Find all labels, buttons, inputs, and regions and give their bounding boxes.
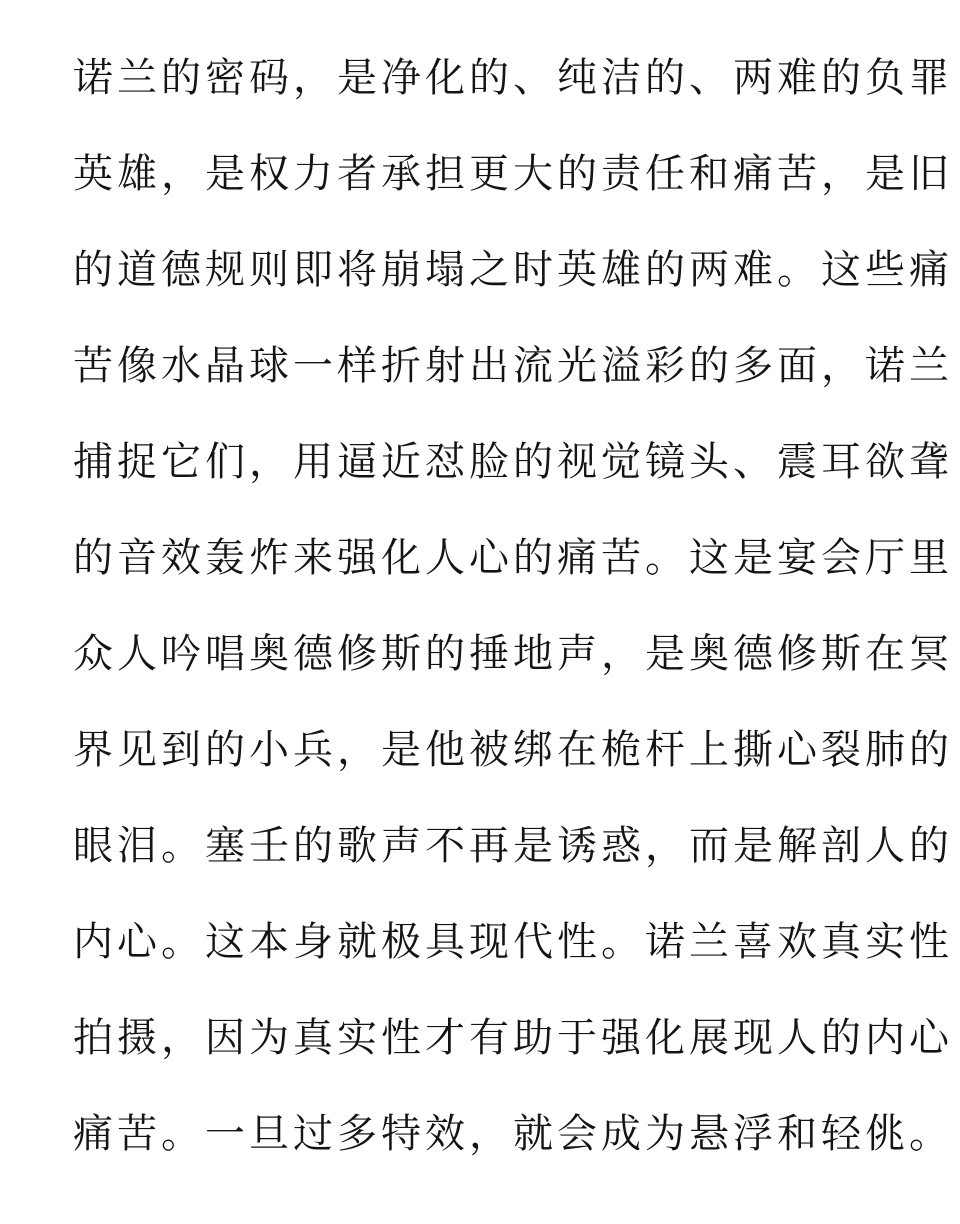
text-line-3: 的道德规则即将崩塌之时英雄的两难。这些痛 <box>73 247 953 293</box>
text-line-12: 痛苦。一旦过多特效，就会成为悬浮和轻佻。 <box>73 1111 953 1157</box>
text-line-5: 捕捉它们，用逼近怼脸的视觉镜头、震耳欲聋 <box>73 439 953 485</box>
text-line-9: 眼泪。塞壬的歌声不再是诱惑，而是解剖人的 <box>73 823 953 869</box>
text-line-4: 苦像水晶球一样折射出流光溢彩的多面，诺兰 <box>73 343 953 389</box>
text-line-11: 拍摄，因为真实性才有助于强化展现人的内心 <box>73 1015 953 1061</box>
text-line-6: 的音效轰炸来强化人心的痛苦。这是宴会厅里 <box>73 535 953 581</box>
text-line-10: 内心。这本身就极具现代性。诺兰喜欢真实性 <box>73 919 953 965</box>
text-line-1: 诺兰的密码，是净化的、纯洁的、两难的负罪 <box>73 55 953 101</box>
text-line-7: 众人吟唱奥德修斯的捶地声，是奥德修斯在冥 <box>73 631 953 677</box>
text-line-8: 界见到的小兵，是他被绑在桅杆上撕心裂肺的 <box>73 727 953 773</box>
text-line-2: 英雄，是权力者承担更大的责任和痛苦，是旧 <box>73 151 953 197</box>
article-paragraph <box>73 30 953 1182</box>
